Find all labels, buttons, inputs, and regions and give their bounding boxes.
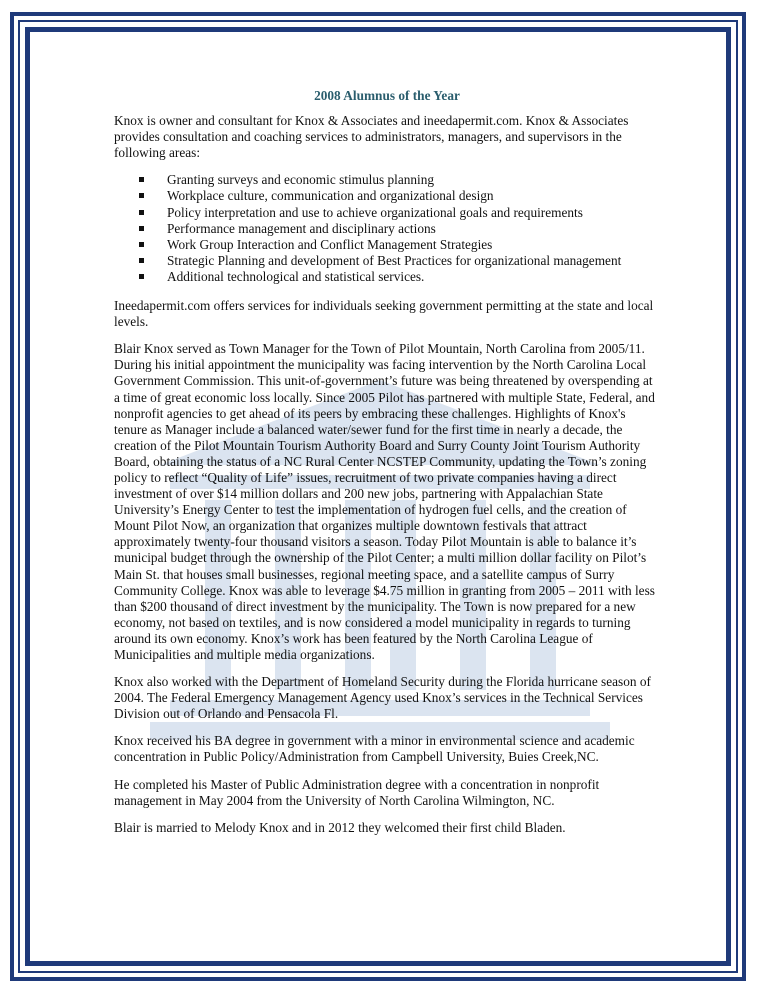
square-bullet-icon bbox=[139, 226, 144, 231]
services-list-item: Strategic Planning and development of Best Practices for organizational management bbox=[139, 253, 660, 269]
services-list-item: Workplace culture, communication and organizational design bbox=[139, 188, 660, 204]
services-list-item: Granting surveys and economic stimulus planning bbox=[139, 172, 660, 188]
square-bullet-icon bbox=[139, 258, 144, 263]
services-list-item: Additional technological and statistical services. bbox=[139, 269, 660, 285]
square-bullet-icon bbox=[139, 274, 144, 279]
services-list-item: Policy interpretation and use to achieve organizational goals and requirements bbox=[139, 205, 660, 221]
square-bullet-icon bbox=[139, 177, 144, 182]
ba-degree-paragraph: Knox received his BA degree in government with a minor in environmental science and academic concentration in Public Policy/Administration from Campbell University, Buies Creek,NC. bbox=[114, 733, 635, 765]
services-list-item: Performance management and disciplinary actions bbox=[139, 221, 660, 237]
family-paragraph: Blair is married to Melody Knox and in 2012 they welcomed their first child Bladen. bbox=[114, 819, 566, 835]
masters-degree-paragraph: He completed his Master of Public Administration degree with a concentration in nonprofit management in May 2004 from the University of North Carolina Wilmington, NC. bbox=[114, 776, 600, 808]
homeland-security-paragraph: Knox also worked with the Department of Homeland Security during the Florida hurricane season of 2004. The Federal Emergency Management Agency used Knox’s services in the Technical Services Division out of Orlando and Pensacola Fl. bbox=[114, 674, 651, 722]
services-list bbox=[114, 172, 660, 285]
town-manager-paragraph: Blair Knox served as Town Manager for the Town of Pilot Mountain, North Carolina from 2005/11. During his initial appointment the municipality was facing intervention by the North Carolina Local Government Commission. This unit-of-government’s future was being threatened by overspending at a time of great economic loss locally. Since 2005 Pilot has partnered with multiple State, Federal, and nonprofit agencies to get ahead of its peers by embracing these challenges. Highlights of Knox's tenure as Manager include a balanced water/sewer fund for the first time in nearly a decade, the creation of the Pilot Mountain Tourism Authority Board and Surry County Joint Tourism Authority Board, obtaining the status of a NC Rural Center NCSTEP Community, updating the Town’s zoning policy to reflect “Quality of Life” issues, recruitment of two private companies having a direct investment of over $14 million dollars and 200 new jobs, partnering with Appalachian State University’s Energy Center to test the implementation of hydrogen fuel cells, and the creation of Mount Pilot Now, an organization that organizes multiple downtown festivals that attract approximately twenty-four thousand visitors a season. Today Pilot Mountain is able to balance it’s municipal budget through the ownership of the Pilot Center; a multi million dollar facility on Pilot’s Main St. that houses small businesses, regional meeting space, and a satellite campus of Surry Community College. Knox was able to leverage $4.75 million in granting from 2005 – 2011 with less than $200 thousand of direct investment by the municipality. The Town is now prepared for a new economy, not based on textiles, and is now considered a model municipality in regards to turning around its own economy. Knox’s work has been featured by the North Carolina League of Municipalities and multiple media organizations. bbox=[114, 341, 655, 662]
square-bullet-icon bbox=[139, 210, 144, 215]
square-bullet-icon bbox=[139, 193, 144, 198]
document-body bbox=[114, 88, 660, 847]
intro-paragraph: Knox is owner and consultant for Knox & Associates and ineedapermit.com. Knox & Associates provides consultation and coaching services to administrators, managers, and supervisors in the following areas: bbox=[114, 113, 629, 161]
square-bullet-icon bbox=[139, 242, 144, 247]
permit-paragraph: Ineedapermit.com offers services for individuals seeking government permitting at the state and local levels. bbox=[114, 298, 654, 330]
document-title: 2008 Alumnus of the Year bbox=[314, 88, 460, 103]
services-list-item: Work Group Interaction and Conflict Management Strategies bbox=[139, 237, 660, 253]
